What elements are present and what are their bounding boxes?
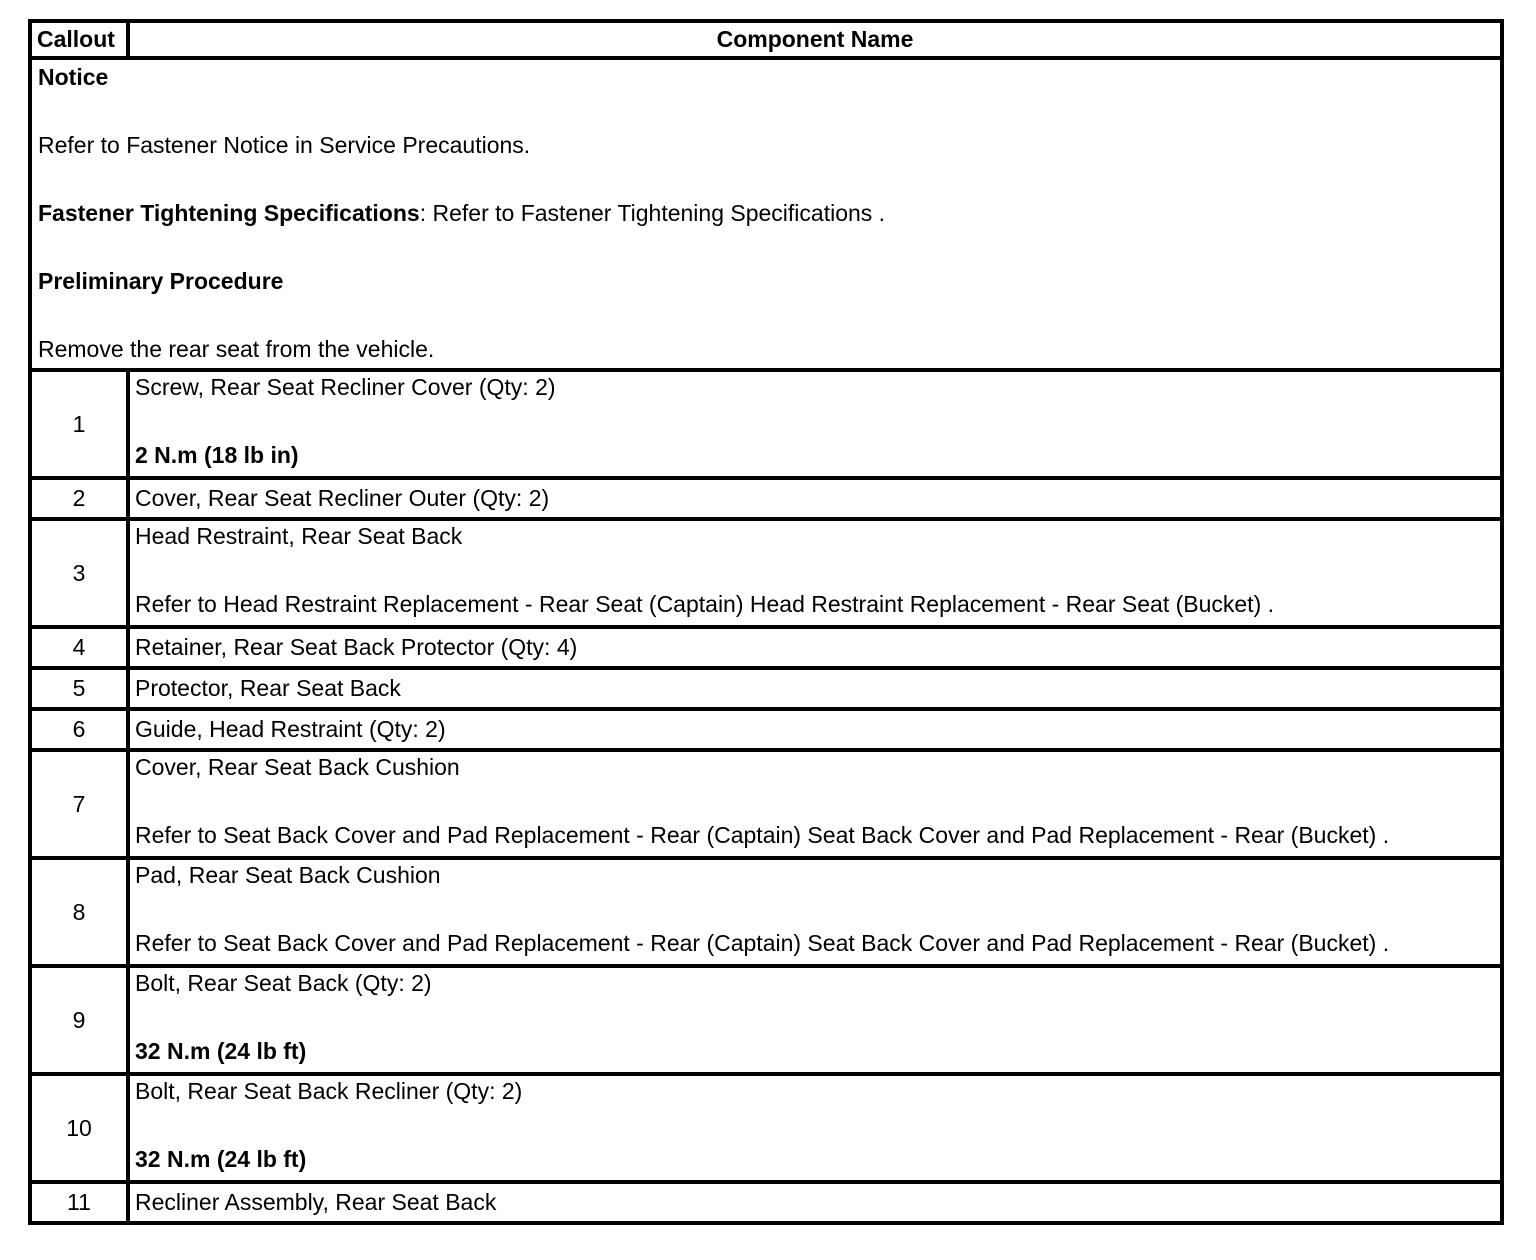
fastener-spec-label: Fastener Tightening Specifications — [38, 200, 420, 226]
callout-column-header: Callout — [30, 21, 128, 58]
callout-number: 6 — [30, 709, 128, 750]
callout-number: 4 — [30, 627, 128, 668]
component-name: Head Restraint, Rear Seat Back — [135, 523, 463, 549]
component-cell — [128, 750, 1502, 858]
component-name: Bolt, Rear Seat Back (Qty: 2) — [135, 970, 432, 996]
table-row — [30, 627, 1502, 668]
callout-number: 10 — [30, 1074, 128, 1182]
table-row — [30, 478, 1502, 519]
component-name: Cover, Rear Seat Recliner Outer (Qty: 2) — [135, 485, 550, 511]
callout-number: 1 — [30, 370, 128, 478]
callout-number: 9 — [30, 966, 128, 1074]
component-reference: Refer to Seat Back Cover and Pad Replacement - Rear (Captain) Seat Back Cover and Pad Replacement - Rear (Bucket) . — [135, 930, 1390, 956]
callout-number: 8 — [30, 858, 128, 966]
callout-number: 3 — [30, 519, 128, 627]
component-reference: Refer to Head Restraint Replacement - Rear Seat (Captain) Head Restraint Replacement - Rear Seat (Bucket) . — [135, 591, 1275, 617]
notice-title: Notice — [38, 64, 109, 90]
callout-number: 7 — [30, 750, 128, 858]
fastener-spec-line — [38, 200, 1494, 227]
fastener-spec-text: Refer to Fastener Tightening Specifications . — [426, 200, 886, 226]
table-row — [30, 966, 1502, 1074]
callout-number: 11 — [30, 1182, 128, 1223]
component-name: Cover, Rear Seat Back Cushion — [135, 754, 460, 780]
component-cell — [128, 668, 1502, 709]
table-row — [30, 370, 1502, 478]
component-name: Screw, Rear Seat Recliner Cover (Qty: 2) — [135, 374, 556, 400]
component-cell — [128, 1182, 1502, 1223]
torque-spec: 32 N.m (24 lb ft) — [135, 1146, 307, 1172]
notice-cell — [30, 58, 1502, 370]
table-row — [30, 519, 1502, 627]
torque-spec: 2 N.m (18 lb in) — [135, 442, 299, 468]
notice-text: Refer to Fastener Notice in Service Precautions. — [38, 132, 531, 158]
component-cell — [128, 1074, 1502, 1182]
callout-number: 2 — [30, 478, 128, 519]
component-cell — [128, 858, 1502, 966]
component-reference: Refer to Seat Back Cover and Pad Replacement - Rear (Captain) Seat Back Cover and Pad Replacement - Rear (Bucket) . — [135, 822, 1390, 848]
table-row — [30, 709, 1502, 750]
component-cell — [128, 519, 1502, 627]
callout-number: 5 — [30, 668, 128, 709]
table-header-row — [30, 21, 1502, 58]
fastener-spec-separator: : — [419, 200, 427, 226]
component-cell — [128, 709, 1502, 750]
preliminary-procedure-text: Remove the rear seat from the vehicle. — [38, 336, 435, 362]
component-name: Protector, Rear Seat Back — [135, 675, 401, 701]
component-cell — [128, 370, 1502, 478]
component-name: Bolt, Rear Seat Back Recliner (Qty: 2) — [135, 1078, 523, 1104]
component-name: Pad, Rear Seat Back Cushion — [135, 862, 441, 888]
notice-row — [30, 58, 1502, 370]
table-row — [30, 858, 1502, 966]
table-row — [30, 1074, 1502, 1182]
component-name: Guide, Head Restraint (Qty: 2) — [135, 716, 446, 742]
table-row — [30, 668, 1502, 709]
component-name: Retainer, Rear Seat Back Protector (Qty: 4) — [135, 634, 578, 660]
torque-spec: 32 N.m (24 lb ft) — [135, 1038, 307, 1064]
component-name: Recliner Assembly, Rear Seat Back — [135, 1189, 497, 1215]
component-cell — [128, 966, 1502, 1074]
table-row — [30, 1182, 1502, 1223]
component-cell — [128, 627, 1502, 668]
preliminary-procedure-title: Preliminary Procedure — [38, 268, 284, 294]
table-row — [30, 750, 1502, 858]
component-column-header: Component Name — [128, 21, 1502, 58]
component-table — [28, 19, 1504, 1225]
component-cell — [128, 478, 1502, 519]
